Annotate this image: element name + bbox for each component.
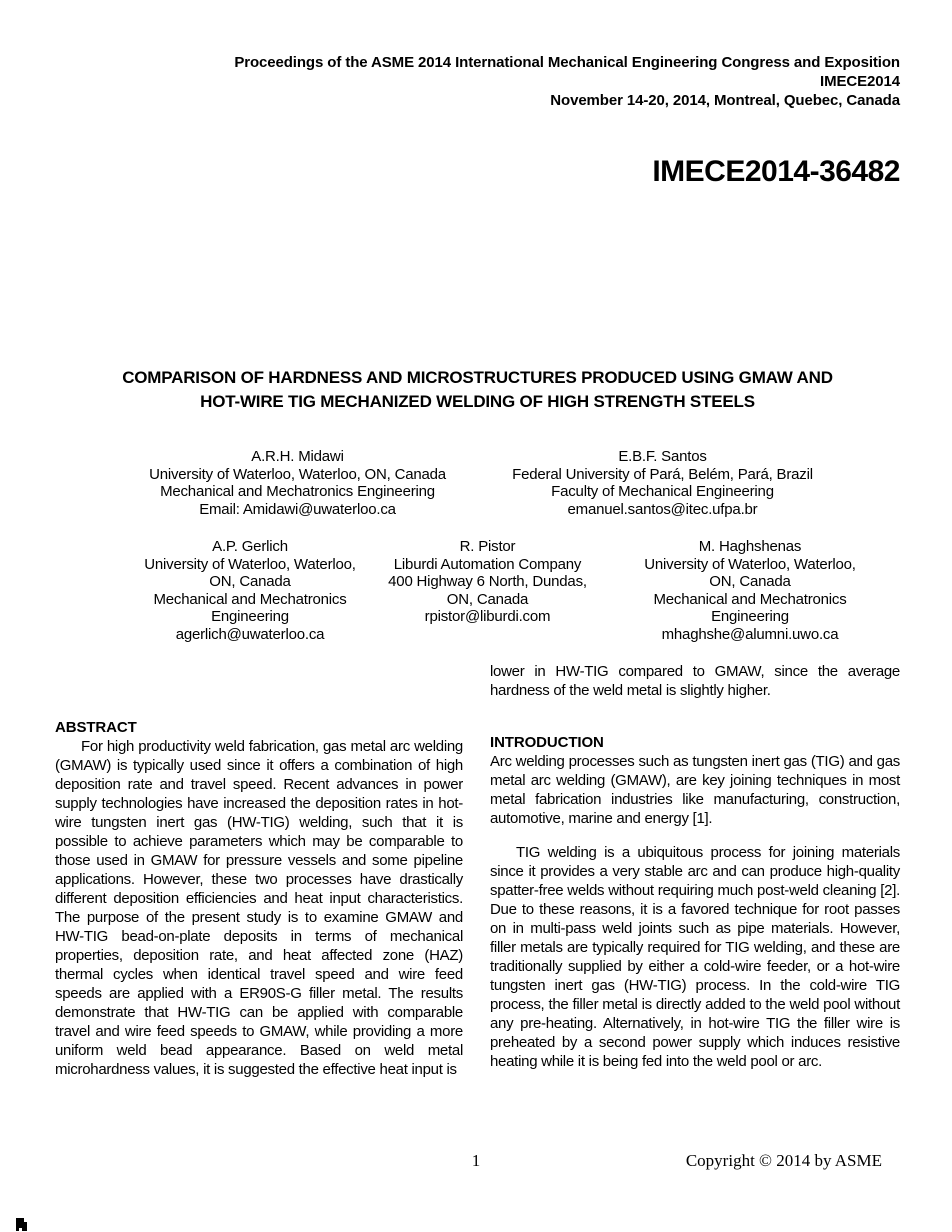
author-block-pistor — [365, 538, 610, 626]
author-email: emanuel.santos@itec.ufpa.br — [567, 500, 758, 518]
paper-number: IMECE2014-36482 — [652, 155, 900, 188]
author-block-haghshenas — [600, 538, 900, 643]
author-affiliation-line: Mechanical and Mechatronics — [653, 590, 847, 608]
author-name: A.R.H. Midawi — [251, 448, 344, 465]
author-affiliation-line: University of Waterloo, Waterloo, ON, Canada — [149, 465, 446, 483]
author-affiliation-line: 400 Highway 6 North, Dundas, — [388, 573, 587, 590]
proceedings-line-1: Proceedings of the ASME 2014 International Mechanical Engineering Congress and Exposition — [234, 54, 900, 71]
author-block-midawi — [95, 448, 500, 518]
author-affiliation-line: ON, Canada — [446, 590, 529, 608]
author-affiliation-line: Engineering — [711, 608, 789, 625]
introduction-paragraph-2: TIG welding is a ubiquitous process for joining materials since it provides a very stable arc and can produce high-quality spatter-free welds without requiring much post-weld cleaning [2]. Due to these reasons, it is a favored technique for root passes on in multi-pass weld joints such as pipe materials. However, filler metals are typically required for TIG welding, and these are traditionally supplied by either a cold-wire feeder, or a hot-wire tungsten inert gas (HW-TIG) process. In the cold-wire TIG process, the filler metal is directly added to the weld pool without any pre-heating. Alternatively, in hot-wire TIG the filler wire is preheated by a second power supply which induces resistive heating while it is being fed into the weld pool or arc. — [490, 844, 900, 1070]
author-affiliation-line: Engineering — [211, 608, 289, 625]
author-affiliation-line: University of Waterloo, Waterloo, — [144, 555, 356, 573]
author-affiliation-line: Faculty of Mechanical Engineering — [551, 483, 774, 500]
paper-title — [55, 366, 900, 414]
author-email: agerlich@uwaterloo.ca — [175, 625, 325, 643]
introduction-paragraph-1: Arc welding processes such as tungsten inert gas (TIG) and gas metal arc welding (GMAW), are key joining techniques in most metal fabrication industries like manufacturing, construction, automotive, marine and energy [1]. — [490, 753, 900, 827]
author-email: Email: Amidawi@uwaterloo.ca — [199, 500, 396, 518]
author-affiliation-line: Federal University of Pará, Belém, Pará, Brazil — [512, 465, 813, 483]
author-email: mhaghshe@alumni.uwo.ca — [661, 625, 839, 643]
author-email: rpistor@liburdi.com — [424, 608, 551, 625]
copyright-notice: Copyright © 2014 by ASME — [685, 1151, 882, 1170]
author-name: A.P. Gerlich — [212, 538, 288, 555]
author-affiliation-line: University of Waterloo, Waterloo, — [644, 555, 856, 573]
author-affiliation-line: Mechanical and Mechatronics — [153, 590, 347, 608]
right-column — [490, 662, 900, 1071]
author-name: E.B.F. Santos — [618, 448, 707, 465]
abstract-section — [55, 718, 463, 1079]
author-name: M. Haghshenas — [698, 538, 802, 555]
author-name: R. Pistor — [459, 538, 516, 555]
author-block-santos — [460, 448, 865, 518]
page-number: 1 — [471, 1151, 481, 1170]
author-affiliation-line: ON, Canada — [709, 573, 791, 590]
proceedings-line-3: November 14-20, 2014, Montreal, Quebec, Canada — [550, 92, 900, 109]
author-affiliation-line: Liburdi Automation Company — [393, 555, 582, 573]
abstract-continuation-text: lower in HW-TIG compared to GMAW, since the average hardness of the weld metal is slightly higher. — [490, 663, 900, 699]
abstract-text: For high productivity weld fabrication, gas metal arc welding (GMAW) is typically used since it offers a combination of high deposition rate and travel speed. Recent advances in power supply technologies have increased the deposition rates in hot-wire tungsten inert gas (HW-TIG) welding, such that it is possible to achieve parameters which may be comparable to those used in GMAW for pressure vessels and some pipeline applications. However, these two processes have drastically different deposition efficiencies and heat input characteristics. The purpose of the present study is to examine GMAW and HW-TIG bead-on-plate deposits in terms of mechanical properties, deposition rate, and heat affected zone (HAZ) thermal cycles when identical travel speed and wire feed speeds are applied with a ER90S-G filler metal. The results demonstrate that HW-TIG can be applied with comparable travel and wire feed speeds to GMAW, while providing a more uniform weld bead appearance. Based on weld metal microhardness values, it is suggested the effective heat input is — [55, 738, 463, 1078]
paper-title-line-1: COMPARISON OF HARDNESS AND MICROSTRUCTURES PRODUCED USING GMAW AND — [122, 368, 833, 387]
abstract-heading: ABSTRACT — [55, 719, 137, 736]
author-affiliation-line: Mechanical and Mechatronics Engineering — [160, 483, 435, 500]
scan-artifact — [16, 1218, 27, 1231]
introduction-heading: INTRODUCTION — [490, 734, 604, 751]
author-affiliation-line: ON, Canada — [209, 573, 291, 590]
author-block-gerlich — [90, 538, 410, 643]
paper-title-line-2: HOT-WIRE TIG MECHANIZED WELDING OF HIGH STRENGTH STEELS — [200, 392, 755, 411]
proceedings-header — [234, 53, 900, 110]
proceedings-line-2: IMECE2014 — [820, 73, 900, 90]
